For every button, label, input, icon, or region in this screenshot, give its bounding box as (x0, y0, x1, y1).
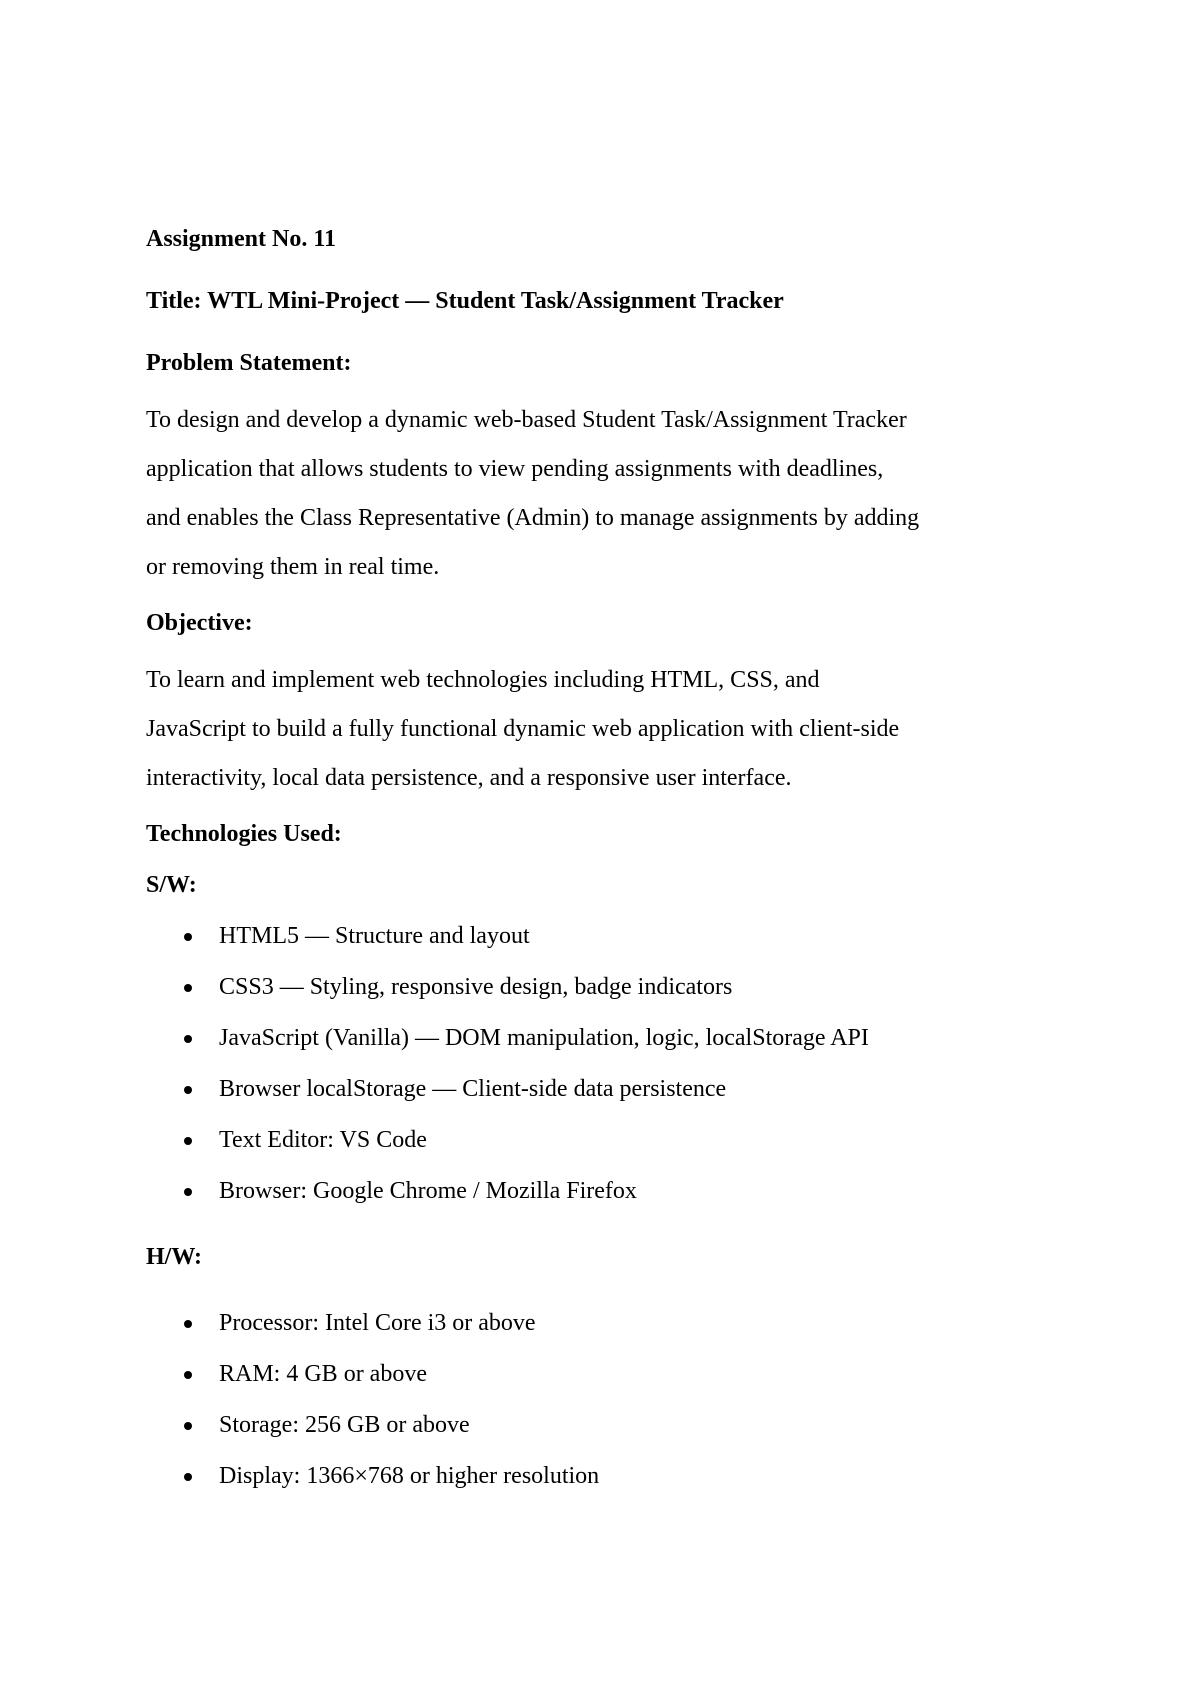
list-item: Browser: Google Chrome / Mozilla Firefox (146, 1176, 1076, 1206)
software-list (146, 921, 1076, 1206)
problem-statement-line: or removing them in real time. (146, 554, 440, 580)
bullet-icon (184, 1086, 192, 1094)
list-item: Text Editor: VS Code (146, 1125, 1076, 1155)
software-heading: S/W: (146, 872, 197, 898)
objective-line: To learn and implement web technologies including HTML, CSS, and (146, 667, 820, 693)
list-item: RAM: 4 GB or above (146, 1359, 1076, 1389)
hardware-list (146, 1308, 1076, 1491)
problem-statement-body (146, 396, 1076, 592)
bullet-icon (184, 1137, 192, 1145)
problem-statement-line: and enables the Class Representative (Admin) to manage assignments by adding (146, 505, 920, 531)
list-item: JavaScript (Vanilla) — DOM manipulation, logic, localStorage API (146, 1023, 1076, 1053)
objective-heading: Objective: (146, 610, 253, 636)
bullet-icon (184, 1188, 192, 1196)
list-item: HTML5 — Structure and layout (146, 921, 1076, 951)
problem-statement-line: application that allows students to view pending assignments with deadlines, (146, 456, 884, 482)
bullet-icon (184, 933, 192, 941)
assignment-number: Assignment No. 11 (146, 226, 337, 252)
list-item: CSS3 — Styling, responsive design, badge indicators (146, 972, 1076, 1002)
bullet-icon (184, 1371, 192, 1379)
bullet-icon (184, 1035, 192, 1043)
list-item: Storage: 256 GB or above (146, 1410, 1076, 1440)
objective-line: JavaScript to build a fully functional dynamic web application with client-side (146, 716, 900, 742)
problem-statement-line: To design and develop a dynamic web-based Student Task/Assignment Tracker (146, 407, 907, 433)
bullet-icon (184, 984, 192, 992)
list-item: Display: 1366×768 or higher resolution (146, 1461, 1076, 1491)
bullet-icon (184, 1320, 192, 1328)
list-item: Browser localStorage — Client-side data persistence (146, 1074, 1076, 1104)
technologies-heading: Technologies Used: (146, 821, 342, 847)
bullet-icon (184, 1422, 192, 1430)
document-title: Title: WTL Mini-Project — Student Task/Assignment Tracker (146, 288, 784, 314)
list-item: Processor: Intel Core i3 or above (146, 1308, 1076, 1338)
objective-body (146, 656, 1076, 803)
objective-line: interactivity, local data persistence, and a responsive user interface. (146, 765, 792, 791)
bullet-icon (184, 1473, 192, 1481)
problem-statement-heading: Problem Statement: (146, 350, 352, 376)
document-page (146, 224, 1076, 1491)
hardware-heading: H/W: (146, 1244, 203, 1270)
